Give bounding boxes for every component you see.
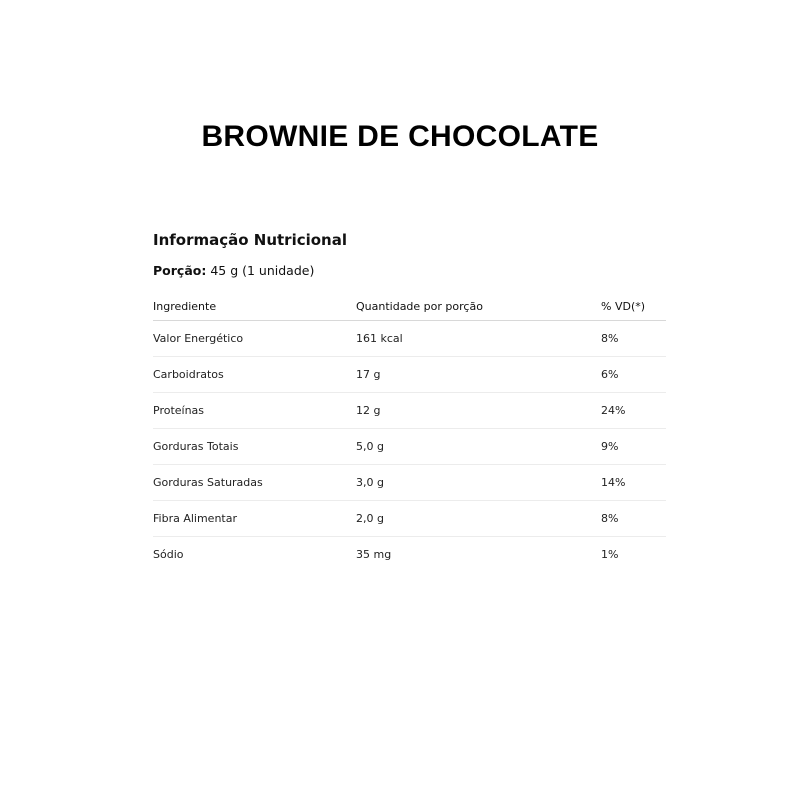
table-header-row: [153, 292, 666, 321]
nutrition-table: [153, 292, 666, 572]
cell-ingredient: Gorduras Saturadas: [153, 465, 356, 501]
column-header-quantity: Quantidade por porção: [356, 292, 601, 321]
cell-dv: 1%: [601, 548, 619, 561]
cell-dv: 9%: [601, 429, 666, 465]
cell-dv: 14%: [601, 465, 666, 501]
cell-quantity: 12 g: [356, 393, 601, 429]
cell-quantity: 17 g: [356, 357, 601, 393]
table-row: [153, 537, 666, 573]
table-row: [153, 393, 666, 429]
cell-ingredient: Sódio: [153, 548, 184, 561]
table-row: [153, 357, 666, 393]
cell-ingredient: Fibra Alimentar: [153, 501, 356, 537]
cell-dv: 8%: [601, 501, 666, 537]
column-header-ingredient: Ingrediente: [153, 292, 356, 321]
cell-quantity: 5,0 g: [356, 429, 601, 465]
cell-quantity: 2,0 g: [356, 501, 601, 537]
product-title: BROWNIE DE CHOCOLATE: [201, 120, 599, 154]
nutrition-heading: Informação Nutricional: [153, 231, 348, 249]
portion-value: 45 g (1 unidade): [206, 263, 315, 278]
cell-ingredient: Valor Energético: [153, 321, 356, 357]
table-row: [153, 321, 666, 357]
cell-dv: 6%: [601, 357, 666, 393]
cell-dv: 8%: [601, 321, 666, 357]
table-row: [153, 501, 666, 537]
portion-info: [153, 262, 666, 280]
cell-dv: 24%: [601, 393, 666, 429]
nutrition-info-section: [153, 228, 666, 572]
cell-quantity: 35 mg: [356, 548, 392, 561]
table-row: [153, 465, 666, 501]
table-row: [153, 429, 666, 465]
cell-ingredient: Proteínas: [153, 393, 356, 429]
cell-quantity: 3,0 g: [356, 465, 601, 501]
cell-ingredient: Carboidratos: [153, 357, 356, 393]
cell-quantity: 161 kcal: [356, 321, 601, 357]
portion-label: Porção:: [153, 263, 207, 278]
cell-ingredient: Gorduras Totais: [153, 429, 356, 465]
column-header-dv: % VD(*): [601, 292, 666, 321]
